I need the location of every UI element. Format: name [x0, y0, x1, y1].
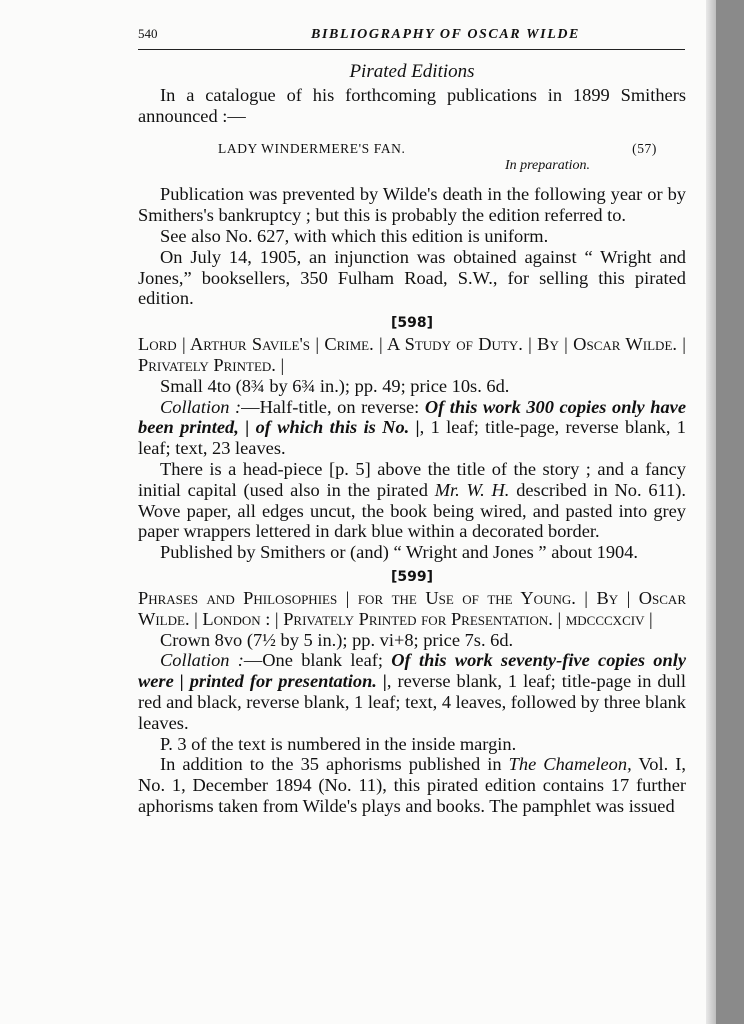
announced-entry [218, 140, 657, 158]
entry-title-599: Phrases and Philosophies | for the Use of the Young. | By | Oscar Wilde. | London : | Privately Printed for Presentation. | mdcccxciv | [138, 587, 686, 629]
collation-599 [138, 650, 686, 733]
description-text: There is a head-piece [p. 5] above the title of the story ; and a fancy initial capital (used also in the pirated [138, 458, 686, 500]
paragraph-publication: Publication was prevented by Wilde's death in the following year or by Smithers's bankruptcy ; but this is probably the edition referred to. [138, 184, 686, 226]
entry-title-598: Lord | Arthur Savile's | Crime. | A Study of Duty. | By | Oscar Wilde. | Privately Printed. | [138, 334, 686, 375]
entry-number-598: [598] [390, 315, 434, 332]
announced-title: LADY WINDERMERE'S FAN. [218, 141, 406, 157]
collation-text: , reverse blank, 1 leaf; title-page in dull red and black, reverse blank, 1 leaf; text, 4 leaves, followed by three blank leaves. [138, 671, 687, 733]
announced-note: In preparation. [504, 158, 590, 174]
intro-paragraph: In a catalogue of his forthcoming publications in 1899 Smithers announced :— [138, 84, 686, 126]
collation-label: Collation : [160, 650, 244, 671]
paragraph-see-also: See also No. 627, with which this edition is uniform. [160, 225, 549, 246]
collation-text: —Half-title, on reverse: [241, 396, 425, 417]
page-number: 540 [138, 26, 158, 41]
format-598: Small 4to (8¾ by 6¾ in.); pp. 49; price 10s. 6d. [160, 375, 510, 396]
description-text: described in No. 611). Wove paper, all edges uncut, the book being wired, and pasted into grey paper wrappers lettered in dark blue within a decorated border. [138, 479, 687, 542]
collation-text: , 1 leaf; title-page, reverse blank, 1 leaf; text, 23 leaves. [138, 417, 686, 459]
addition-text: Vol. I, No. 1, December 1894 (No. 11), this pirated edition contains 17 further aphorisms taken from Wilde's plays and books. The pamphlet was issued [138, 754, 686, 816]
collation-598 [138, 397, 686, 459]
paragraph-injunction: On July 14, 1905, an injunction was obtained against “ Wright and Jones,” booksellers, 350 Fulham Road, S.W., for selling this pirated edition. [138, 246, 686, 309]
running-title: BIBLIOGRAPHY OF OSCAR WILDE [311, 27, 580, 42]
addition-text: In addition to the 35 aphorisms published in [160, 754, 509, 775]
description-598 [138, 459, 686, 542]
header-rule [138, 49, 685, 50]
scan-border [716, 0, 744, 1024]
collation-statement: Of this work seventy-five copies only were | printed for presentation. | [138, 650, 686, 692]
entry-number-599: [599] [390, 568, 434, 585]
page-content [138, 24, 686, 817]
collation-text: —One blank leaf; [243, 650, 392, 671]
published-598: Published by Smithers or (and) “ Wright and Jones ” about 1904. [160, 542, 639, 563]
section-title: Pirated Editions [349, 61, 475, 82]
format-599: Crown 8vo (7½ by 5 in.); pp. vi+8; price 7s. 6d. [160, 629, 514, 650]
page-note-599: P. 3 of the text is numbered in the inside margin. [160, 733, 517, 754]
description-title: Mr. W. H. [434, 479, 510, 500]
page-edge [706, 0, 716, 1024]
announced-number: (57) [632, 141, 657, 157]
running-header [138, 24, 686, 49]
collation-statement: Of this work 300 copies only have been printed, | of which this is No. | [138, 396, 686, 438]
addition-title: The Chameleon, [508, 754, 632, 775]
addition-599 [138, 754, 686, 816]
collation-label: Collation : [160, 396, 242, 417]
